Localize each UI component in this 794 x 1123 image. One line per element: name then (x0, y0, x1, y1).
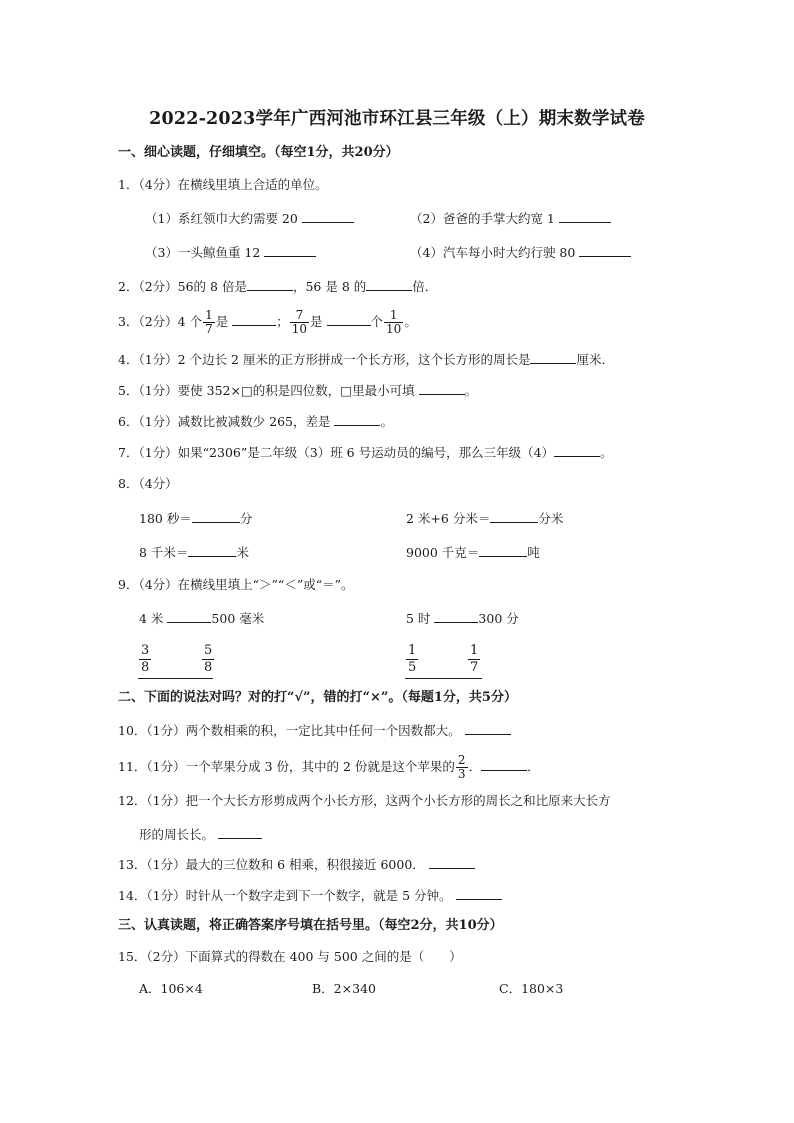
fraction-numerator: 1 (470, 643, 479, 658)
question-14 (118, 886, 502, 905)
question-3-text-5: 个 (370, 314, 384, 329)
question-3-text-4: 是 (310, 314, 323, 329)
question-10-text: 10．（1分）两个数相乘的积，一定比其中任何一个因数都大。 (118, 723, 461, 738)
question-5 (118, 381, 477, 400)
answer-blank[interactable] (247, 277, 293, 291)
question-3-text-6: 。 (404, 314, 417, 329)
question-9-stem: 9．（4分）在横线里填上“＞”“＜”或“＝”。 (118, 577, 354, 592)
question-10 (118, 721, 511, 740)
question-1-item-2-text: （2）爸爸的手掌大约宽 1 (410, 211, 555, 226)
question-9-item-1-right: 500 毫米 (211, 611, 265, 626)
question-9-item-1 (139, 609, 264, 628)
fraction-numerator: 1 (205, 308, 213, 322)
question-6 (118, 412, 393, 431)
question-3-text-2: 是 (215, 314, 229, 329)
section-2-heading: 二、下面的说法对吗？对的打“√”，错的打“×”。（每题1分，共5分） (118, 690, 517, 705)
question-1-item-1-text: （1）系红领巾大约需要 20 (145, 211, 298, 226)
fraction-numerator: 2 (457, 753, 466, 767)
answer-blank[interactable] (429, 855, 475, 869)
answer-blank[interactable] (327, 312, 371, 326)
question-11-text-3: ． (527, 759, 540, 774)
question-8-item-1-text: 180 秒＝ (139, 511, 192, 526)
question-9-item-2-right: 300 分 (478, 611, 519, 626)
question-8-item-1 (139, 509, 252, 528)
question-7 (118, 443, 613, 462)
question-11 (118, 752, 540, 782)
question-8-item-3-unit: 米 (236, 545, 249, 560)
fraction-denominator: 8 (204, 660, 213, 675)
fraction-denominator: 10 (291, 322, 308, 336)
question-8-item-4 (406, 543, 540, 562)
answer-blank[interactable] (188, 543, 236, 557)
question-9-item-1-left: 4 米 (139, 611, 164, 626)
fraction (384, 309, 403, 336)
question-8-item-2-text: 2 米+6 分米＝ (406, 511, 491, 526)
answer-blank[interactable] (334, 412, 380, 426)
fraction-denominator: 5 (408, 660, 417, 675)
question-2-text-1: 2．（2分）56的 8 倍是 (118, 279, 247, 294)
fraction-denominator: 3 (457, 767, 466, 781)
question-8-item-4-text: 9000 千克＝ (406, 545, 480, 560)
question-1-item-4-text: （4）汽车每小时大约行驶 80 (410, 245, 576, 260)
fraction (290, 309, 309, 336)
fraction (203, 309, 215, 336)
answer-blank[interactable] (579, 243, 631, 257)
question-2 (118, 277, 437, 296)
answer-blank[interactable] (554, 443, 600, 457)
fraction-denominator: 10 (386, 322, 402, 336)
question-2-text-3: 倍． (412, 279, 438, 294)
question-4-text-1: 4．（1分）2 个边长 2 厘米的正方形拼成一个长方形，这个长方形的周长是 (118, 352, 531, 367)
question-12-line-2 (139, 825, 262, 844)
answer-blank[interactable] (302, 209, 354, 223)
fraction-numerator: 1 (408, 643, 417, 658)
answer-blank[interactable] (192, 509, 240, 523)
question-9-item-2 (406, 609, 519, 628)
question-1-item-3 (145, 243, 316, 262)
question-2-text-2: ，56 是 8 的 (292, 279, 367, 294)
answer-blank[interactable] (232, 312, 276, 326)
question-7-text-1: 7．（1分）如果“2306”是二年级（3）班 6 号运动员的编号，那么三年级（4） (118, 445, 555, 460)
answer-blank[interactable] (419, 381, 465, 395)
answer-blank[interactable] (138, 678, 213, 679)
answer-blank[interactable] (479, 543, 527, 557)
fraction (456, 754, 468, 781)
fraction-denominator: 7 (470, 660, 479, 675)
question-1-item-2 (410, 209, 611, 228)
question-8-item-3-text: 8 千米＝ (139, 545, 189, 560)
question-4-text-2: 厘米． (576, 352, 614, 367)
question-8-item-4-unit: 吨 (527, 545, 540, 560)
question-4 (118, 350, 614, 369)
question-1-item-4 (410, 243, 631, 262)
question-8-item-2 (406, 509, 563, 528)
fraction-numerator: 7 (295, 308, 304, 322)
fraction-numerator: 5 (204, 643, 213, 658)
question-11-text-1: 11．（1分）一个苹果分成 3 份，其中的 2 份就是这个苹果的 (118, 759, 455, 774)
question-15-option-b[interactable]: B．2×340 (312, 981, 376, 996)
question-8-item-2-unit: 分米 (538, 511, 564, 526)
fraction-numerator: 3 (141, 643, 150, 658)
question-15-stem: 15．（2分）下面算式的得数在 400 与 500 之间的是（ ） (118, 949, 462, 964)
question-12-line-1: 12．（1分）把一个大长方形剪成两个小长方形，这两个小长方形的周长之和比原来大长方 (118, 793, 611, 808)
answer-blank[interactable] (559, 209, 611, 223)
question-8-stem: 8．（4分） (118, 476, 178, 491)
question-8-item-1-unit: 分 (239, 511, 253, 526)
question-15-option-a[interactable]: A．106×4 (139, 981, 203, 996)
question-9-item-2-left: 5 时 (406, 611, 431, 626)
fraction (406, 643, 418, 676)
question-7-text-2: 。 (600, 445, 613, 460)
answer-blank[interactable] (456, 886, 502, 900)
question-15-option-c[interactable]: C．180×3 (499, 981, 564, 996)
section-3-heading: 三、认真读题，将正确答案序号填在括号里。（每空2分，共10分） (118, 918, 503, 933)
answer-blank[interactable] (167, 609, 211, 623)
answer-blank[interactable] (530, 350, 576, 364)
question-8-item-3 (139, 543, 249, 562)
question-3-text-3: ； (276, 314, 289, 329)
question-1-item-3-text: （3）一头鲸鱼重 12 (145, 245, 261, 260)
question-6-text-2: 。 (380, 414, 393, 429)
answer-blank[interactable] (465, 721, 511, 735)
answer-blank[interactable] (264, 243, 316, 257)
question-12-text-2: 形的周长长。 (139, 827, 215, 842)
fraction-denominator: 7 (205, 322, 213, 336)
answer-blank[interactable] (434, 609, 478, 623)
question-13 (118, 855, 475, 874)
fraction-numerator: 1 (389, 308, 398, 322)
section-1-heading: 一、细心读题，仔细填空。（每空1分，共20分） (118, 145, 399, 160)
question-14-text: 14．（1分）时针从一个数字走到下一个数字，就是 5 分钟。 (118, 888, 452, 903)
question-5-text-2: 。 (464, 383, 478, 398)
question-3 (118, 304, 417, 340)
question-1-stem: 1．（4分）在横线里填上合适的单位。 (118, 177, 328, 192)
question-3-text-1: 3．（2分）4 个 (118, 314, 203, 329)
answer-blank[interactable] (366, 277, 412, 291)
fraction (139, 643, 151, 676)
page-title: 2022-2023学年广西河池市环江县三年级（上）期末数学试卷 (149, 109, 645, 129)
question-6-text-1: 6．（1分）减数比被减数少 265，差是 (118, 414, 331, 429)
question-13-text: 13．（1分）最大的三位数和 6 相乘，积很接近 6000． (118, 857, 425, 872)
question-5-text-1: 5．（1分）要使 352×□的积是四位数，□里最小可填 (118, 383, 415, 398)
answer-blank[interactable] (218, 825, 262, 839)
question-11-text-2: ． (468, 759, 482, 774)
answer-blank[interactable] (405, 678, 482, 679)
fraction (202, 643, 214, 676)
answer-blank[interactable] (481, 757, 527, 771)
fraction-denominator: 8 (141, 660, 150, 675)
answer-blank[interactable] (490, 509, 538, 523)
fraction (468, 643, 480, 676)
question-1-item-1 (145, 209, 354, 228)
